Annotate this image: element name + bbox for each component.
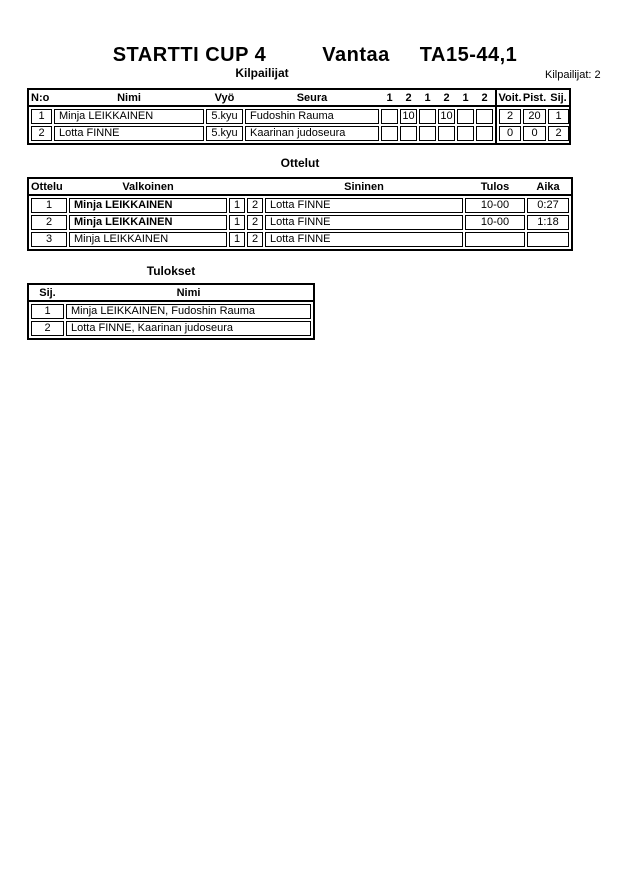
header-result: Tulos <box>480 180 510 193</box>
competition-name: STARTTI CUP 4 <box>112 44 267 66</box>
cell-name: Minja LEIKKAINEN <box>54 109 204 124</box>
cell-no: 1 <box>31 109 52 124</box>
cell-match-4: 10 <box>438 109 455 124</box>
cell-white-num: 1 <box>229 215 245 230</box>
match-row <box>31 198 569 213</box>
header-score-blue <box>247 179 263 194</box>
header-match-3: 1 <box>424 91 431 104</box>
page-title <box>0 44 630 67</box>
cell-time <box>527 232 569 247</box>
cell-white-name: Minja LEIKKAINEN <box>69 198 227 213</box>
header-no: N:o <box>31 91 50 104</box>
cell-blue-name: Lotta FINNE <box>265 198 463 213</box>
cell-result: 10-00 <box>465 198 525 213</box>
matches-table-body <box>29 196 571 249</box>
cell-place: 2 <box>548 126 569 141</box>
cell-time: 1:18 <box>527 215 569 230</box>
competitor-row <box>31 126 567 141</box>
cell-club: Fudoshin Rauma <box>245 109 379 124</box>
cell-points: 20 <box>523 109 546 124</box>
cell-match-3 <box>419 109 436 124</box>
cell-match-6 <box>476 109 493 124</box>
header-time: Aika <box>536 180 560 193</box>
header-match-6: 2 <box>481 91 488 104</box>
cell-white-num: 1 <box>229 198 245 213</box>
competitors-table-body <box>29 107 569 143</box>
cell-name: Lotta FINNE, Kaarinan judoseura <box>66 321 311 336</box>
header-blue: Sininen <box>344 180 384 193</box>
header-match-1: 1 <box>386 91 393 104</box>
header-match-4: 2 <box>443 91 450 104</box>
cell-place: 1 <box>548 109 569 124</box>
cell-match-2: 10 <box>400 109 417 124</box>
cell-name: Lotta FINNE <box>54 126 204 141</box>
cell-place: 1 <box>31 304 64 319</box>
header-belt: Vyö <box>214 91 235 104</box>
cell-blue-name: Lotta FINNE <box>265 232 463 247</box>
cell-time: 0:27 <box>527 198 569 213</box>
matches-section-title: Ottelut <box>280 156 320 170</box>
cell-wins: 0 <box>499 126 521 141</box>
header-match-2: 2 <box>405 91 412 104</box>
header-match-5: 1 <box>462 91 469 104</box>
competitors-section-title: Kilpailijat <box>235 66 289 80</box>
header-points: Pist. <box>522 91 547 104</box>
result-row <box>31 321 311 336</box>
competitor-row <box>31 109 567 124</box>
competitors-count-label: Kilpailijat: 2 <box>545 69 601 81</box>
cell-match-no: 1 <box>31 198 67 213</box>
header-place: Sij. <box>39 286 56 299</box>
competition-city: Vantaa <box>322 44 390 66</box>
header-wins: Voit. <box>498 91 522 104</box>
match-row <box>31 215 569 230</box>
cell-blue-num: 2 <box>247 215 263 230</box>
cell-wins: 2 <box>499 109 521 124</box>
cell-match-5 <box>457 109 474 124</box>
cell-blue-num: 2 <box>247 198 263 213</box>
cell-white-name: Minja LEIKKAINEN <box>69 215 227 230</box>
cell-match-3 <box>419 126 436 141</box>
match-row <box>31 232 569 247</box>
cell-match-5 <box>457 126 474 141</box>
header-score-white <box>229 179 245 194</box>
cell-match-no: 3 <box>31 232 67 247</box>
header-match-no: Ottelu <box>31 180 63 193</box>
category-code: TA15-44,1 <box>419 44 518 66</box>
cell-belt: 5.kyu <box>206 126 243 141</box>
cell-club: Kaarinan judoseura <box>245 126 379 141</box>
cell-match-no: 2 <box>31 215 67 230</box>
cell-blue-num: 2 <box>247 232 263 247</box>
cell-points: 0 <box>523 126 546 141</box>
cell-result <box>465 232 525 247</box>
cell-match-1 <box>381 109 398 124</box>
result-row <box>31 304 311 319</box>
summary-divider-line <box>495 90 497 143</box>
cell-match-6 <box>476 126 493 141</box>
competitors-table <box>27 88 571 145</box>
header-place: Sij. <box>550 91 567 104</box>
header-name: Nimi <box>176 286 201 299</box>
results-section-title: Tulokset <box>146 264 196 278</box>
results-table-header <box>29 285 313 302</box>
cell-no: 2 <box>31 126 52 141</box>
matches-table <box>27 177 573 251</box>
cell-match-2 <box>400 126 417 141</box>
cell-match-1 <box>381 126 398 141</box>
header-club: Seura <box>296 91 328 104</box>
competitors-table-header <box>29 90 569 107</box>
results-table-body <box>29 302 313 338</box>
matches-table-header <box>29 179 571 196</box>
cell-white-num: 1 <box>229 232 245 247</box>
cell-white-name: Minja LEIKKAINEN <box>69 232 227 247</box>
header-name: Nimi <box>117 91 141 104</box>
cell-belt: 5.kyu <box>206 109 243 124</box>
cell-blue-name: Lotta FINNE <box>265 215 463 230</box>
cell-result: 10-00 <box>465 215 525 230</box>
cell-match-4 <box>438 126 455 141</box>
cell-name: Minja LEIKKAINEN, Fudoshin Rauma <box>66 304 311 319</box>
header-white: Valkoinen <box>122 180 174 193</box>
results-table <box>27 283 315 340</box>
cell-place: 2 <box>31 321 64 336</box>
